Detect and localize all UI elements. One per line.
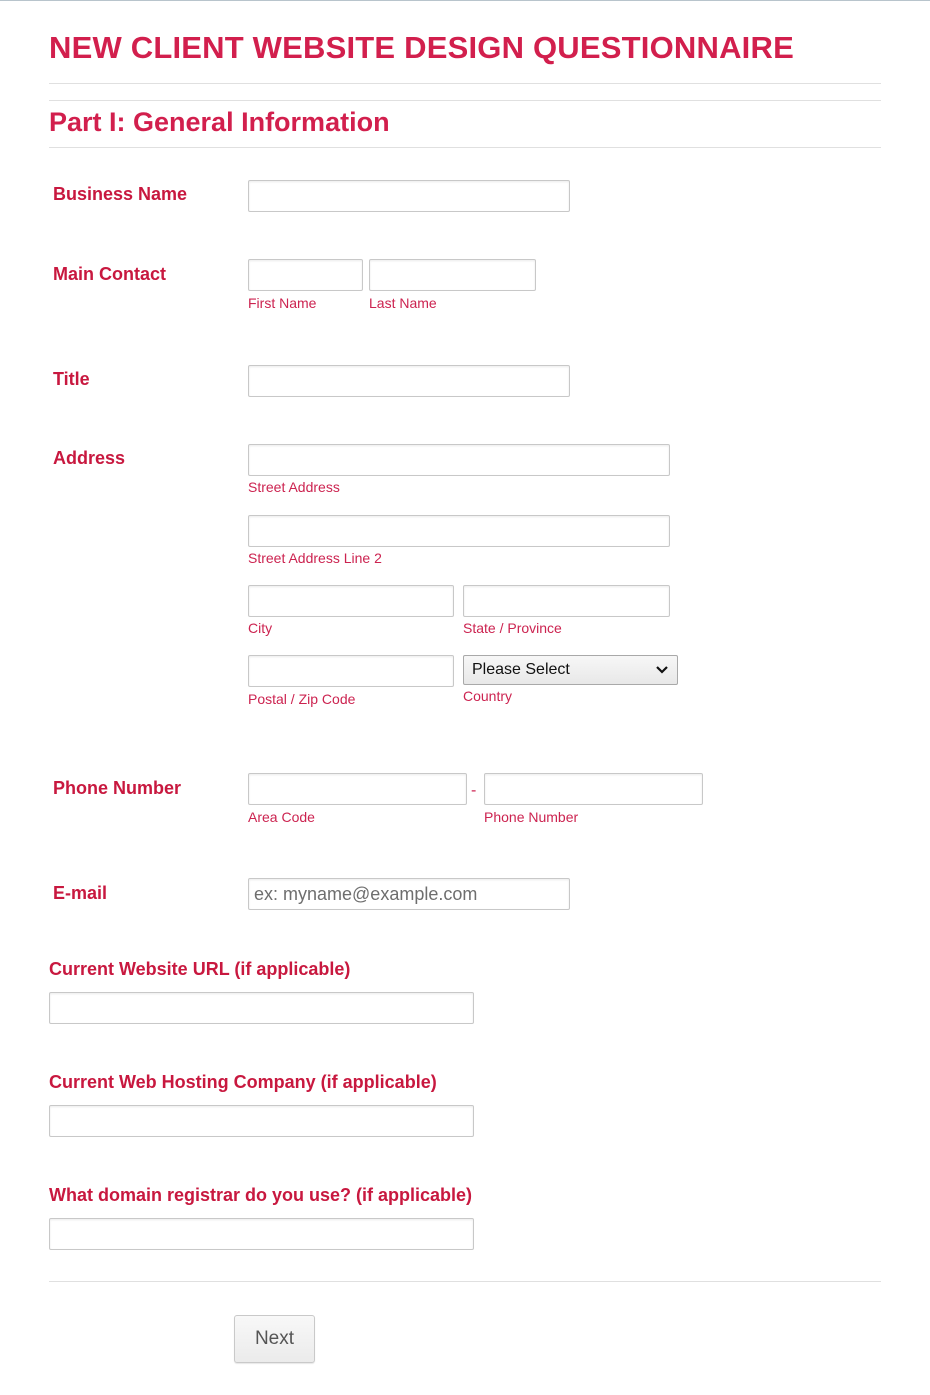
state-input[interactable] (463, 585, 670, 617)
current-website-label: Current Website URL (if applicable) (49, 959, 351, 979)
hosting-company-input[interactable] (49, 1105, 474, 1137)
state-sublabel: State / Province (463, 620, 562, 636)
email-label: E-mail (53, 883, 108, 903)
current-website-input[interactable] (49, 992, 474, 1024)
street-address-sublabel: Street Address (248, 479, 340, 495)
business-name-input[interactable] (248, 180, 570, 212)
area-code-input[interactable] (248, 773, 467, 805)
next-button[interactable]: Next (234, 1315, 315, 1363)
street-address-line2-sublabel: Street Address Line 2 (248, 550, 382, 566)
section-title: Part I: General Information (49, 107, 390, 137)
postal-code-input[interactable] (248, 655, 454, 687)
top-border (0, 0, 930, 1)
email-input[interactable] (248, 878, 570, 910)
divider (49, 147, 881, 148)
title-label: Title (53, 369, 90, 389)
address-label: Address (53, 448, 126, 468)
last-name-sublabel: Last Name (369, 295, 437, 311)
divider (49, 1281, 881, 1282)
title-input[interactable] (248, 365, 570, 397)
street-address-input[interactable] (248, 444, 670, 476)
form-title: NEW CLIENT WEBSITE DESIGN QUESTIONNAIRE (49, 30, 794, 65)
postal-code-sublabel: Postal / Zip Code (248, 691, 356, 707)
country-selected-value: Please Select (472, 661, 570, 678)
street-address-line2-input[interactable] (248, 515, 670, 547)
domain-registrar-input[interactable] (49, 1218, 474, 1250)
divider (49, 83, 881, 84)
phone-number-label: Phone Number (53, 778, 182, 798)
hosting-company-label: Current Web Hosting Company (if applicable) (49, 1072, 437, 1092)
last-name-input[interactable] (369, 259, 536, 291)
country-select[interactable] (463, 655, 678, 685)
city-sublabel: City (248, 620, 273, 636)
phone-number-sublabel: Phone Number (484, 809, 579, 825)
business-name-label: Business Name (53, 184, 188, 204)
domain-registrar-label: What domain registrar do you use? (if applicable) (49, 1185, 473, 1205)
city-input[interactable] (248, 585, 454, 617)
phone-separator: - (471, 782, 477, 799)
divider (49, 100, 881, 101)
area-code-sublabel: Area Code (248, 809, 315, 825)
main-contact-label: Main Contact (53, 264, 167, 284)
chevron-down-icon (655, 665, 669, 675)
country-sublabel: Country (463, 688, 513, 704)
first-name-input[interactable] (248, 259, 363, 291)
phone-number-input[interactable] (484, 773, 703, 805)
first-name-sublabel: First Name (248, 295, 317, 311)
